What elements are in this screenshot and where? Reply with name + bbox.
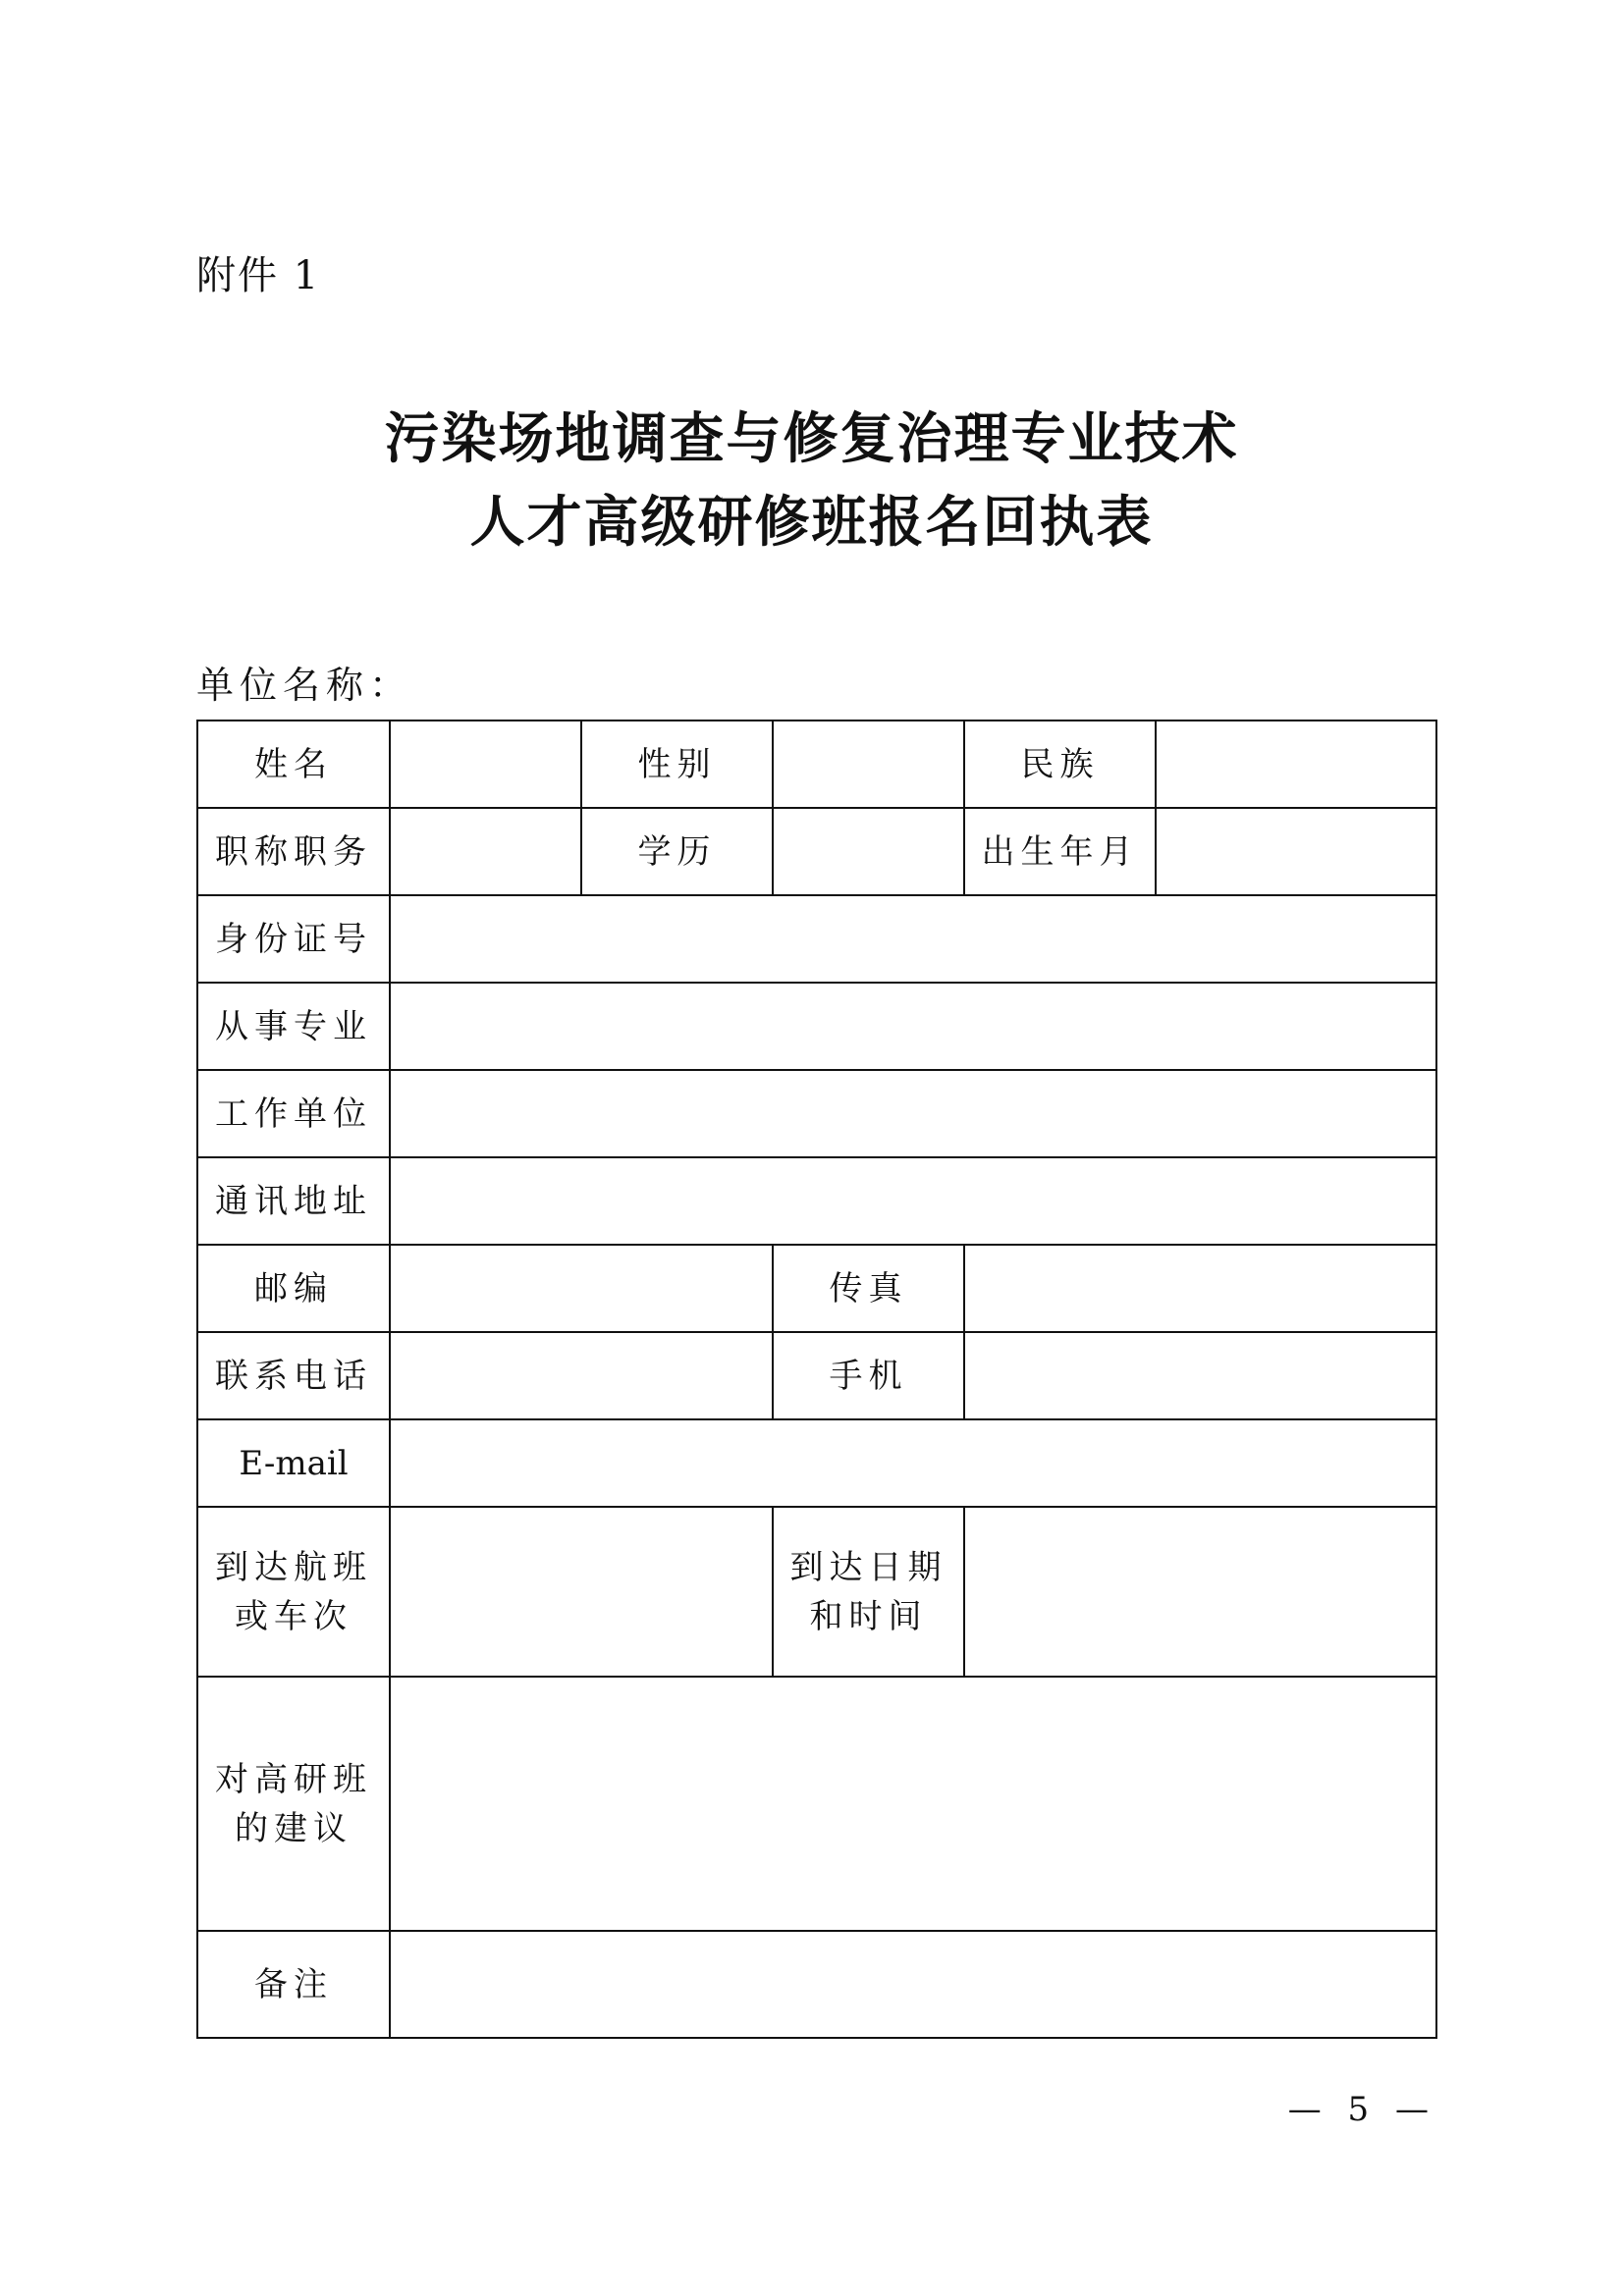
arrival-transport-label-line1: 到达航班 [215,1547,372,1587]
arrival-transport-label-line2: 或车次 [235,1596,352,1636]
form-row-basic-info [197,721,1436,808]
form-row-remarks [197,1931,1436,2038]
ethnicity-label: 民族 [964,721,1156,808]
form-row-arrival [197,1507,1436,1677]
workplace-field[interactable] [390,1070,1436,1157]
form-row-postcode-fax [197,1245,1436,1332]
unit-name-label: 单位名称： [196,664,413,707]
birth-field[interactable] [1156,808,1436,895]
page-number: — 5 — [1287,2090,1436,2129]
education-field[interactable] [773,808,964,895]
registration-form-table [196,720,1437,2039]
job-title-label: 职称职务 [197,808,390,895]
address-label: 通讯地址 [197,1157,390,1245]
form-title-line2: 人才高级研修班报名回执表 [469,491,1154,555]
arrival-date-label-line2: 和时间 [809,1596,928,1636]
form-row-suggestion [197,1677,1436,1931]
form-row-title-education [197,808,1436,895]
suggestion-label-line2: 的建议 [235,1808,352,1848]
form-row-workplace [197,1070,1436,1157]
arrival-transport-field[interactable] [390,1507,773,1677]
form-row-id-number [197,895,1436,983]
email-field[interactable] [390,1419,1436,1507]
arrival-date-label [773,1507,964,1677]
arrival-date-label-line1: 到达日期 [789,1547,947,1587]
education-label: 学历 [581,808,773,895]
form-row-email [197,1419,1436,1507]
form-row-specialty [197,983,1436,1070]
address-field[interactable] [390,1157,1436,1245]
birth-label: 出生年月 [964,808,1156,895]
mobile-label: 手机 [773,1332,964,1419]
form-row-phone-mobile [197,1332,1436,1419]
workplace-label: 工作单位 [197,1070,390,1157]
suggestion-label-line1: 对高研班 [215,1759,372,1799]
postcode-field[interactable] [390,1245,773,1332]
id-number-field[interactable] [390,895,1436,983]
ethnicity-field[interactable] [1156,721,1436,808]
id-number-label: 身份证号 [197,895,390,983]
job-title-field[interactable] [390,808,581,895]
gender-label: 性别 [581,721,773,808]
mobile-field[interactable] [964,1332,1436,1419]
phone-field[interactable] [390,1332,773,1419]
remarks-label: 备注 [197,1931,390,2038]
name-field[interactable] [390,721,581,808]
fax-label: 传真 [773,1245,964,1332]
attachment-label: 附件 1 [196,253,321,298]
postcode-label: 邮编 [197,1245,390,1332]
fax-field[interactable] [964,1245,1436,1332]
form-title-line1: 污染场地调查与修复治理专业技术 [384,407,1239,471]
phone-label: 联系电话 [197,1332,390,1419]
email-label: E-mail [197,1419,390,1507]
name-label: 姓名 [197,721,390,808]
specialty-label: 从事专业 [197,983,390,1070]
remarks-field[interactable] [390,1931,1436,2038]
suggestion-field[interactable] [390,1677,1436,1931]
suggestion-label [197,1677,390,1931]
form-row-address [197,1157,1436,1245]
arrival-date-field[interactable] [964,1507,1436,1677]
gender-field[interactable] [773,721,964,808]
specialty-field[interactable] [390,983,1436,1070]
arrival-transport-label [197,1507,390,1677]
